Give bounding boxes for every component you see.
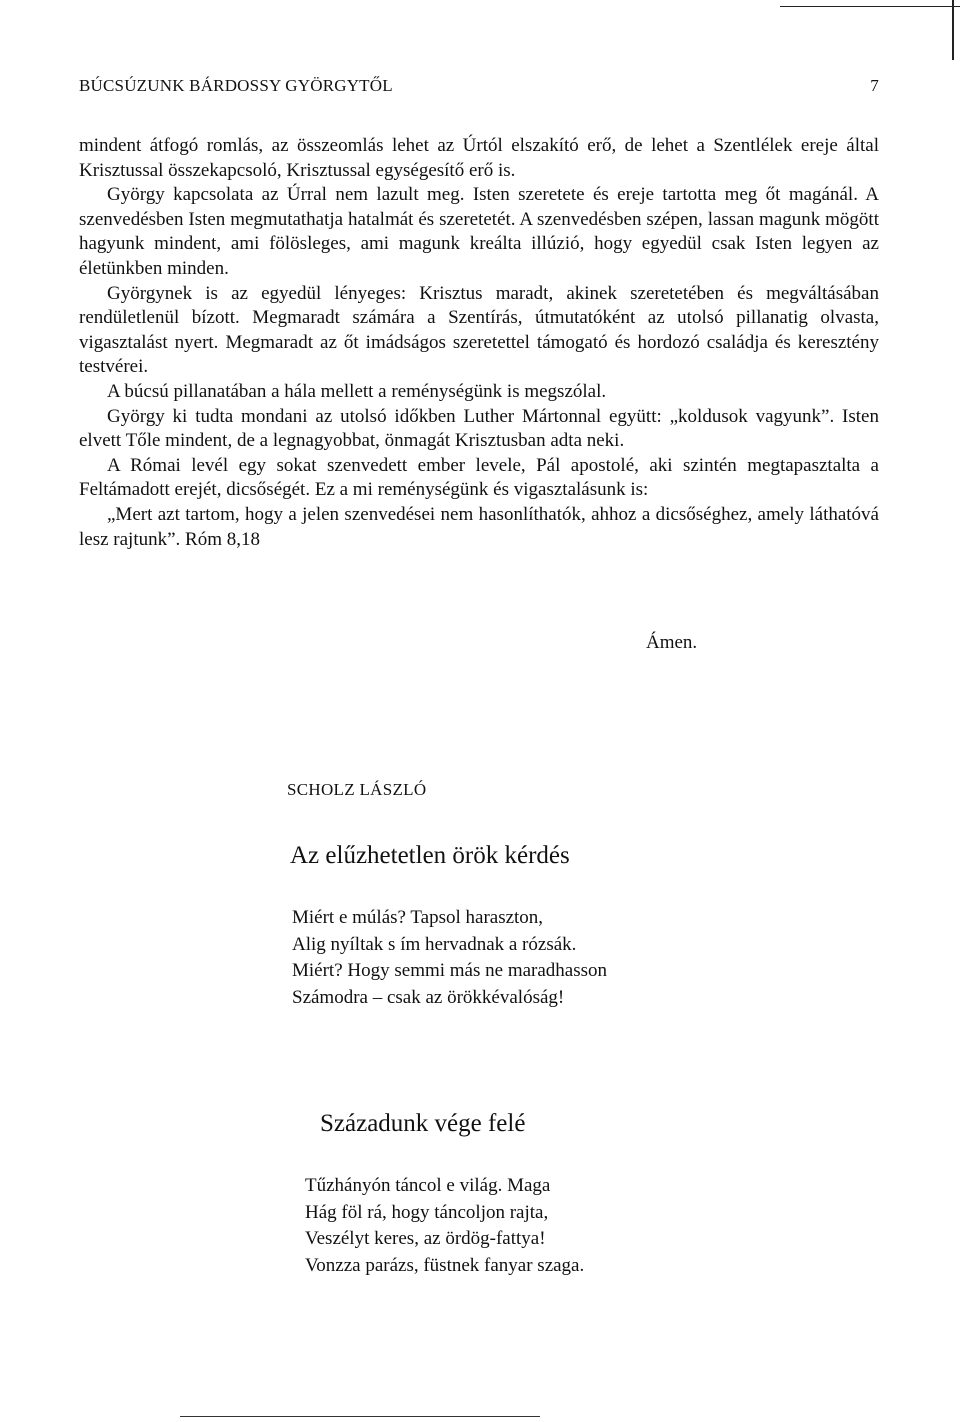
sermon-body (79, 134, 879, 552)
running-head-title: BÚCSÚZUNK BÁRDOSSY GYÖRGYTŐL (79, 76, 393, 95)
poem-line: Számodra – csak az örökkévalóság! (292, 986, 565, 1008)
scan-edge-line-bottom (180, 1416, 540, 1417)
bible-quote: „Mert azt tartom, hogy a jelen szenvedései nem hasonlíthatók, ahhoz a dicsőséghez, amely láthatóvá lesz rajtunk”. Róm 8,18 (79, 503, 879, 550)
poem-line: Hág föl rá, hogy táncoljon rajta, (305, 1201, 549, 1223)
poem-line: Miért? Hogy semmi más ne maradhasson (292, 960, 608, 981)
paragraph: György kapcsolata az Úrral nem lazult meg. Isten szeretete és ereje tartotta meg őt magánál. A szenvedésben Isten megmutathatja hatalmát és szeretetét. A szenvedésben szépen, lassan magunk mögött hagyunk mindent, ami fölösleges, ami magunk kreálta illúzió, hogy egyedül csak Isten legyen az életünkben minden. (79, 184, 879, 279)
poem-title: Az elűzhetetlen örök kérdés (290, 842, 570, 869)
scan-edge-line-top (780, 6, 960, 7)
poem-line: Miért e múlás? Tapsol haraszton, (292, 907, 544, 928)
paragraph: mindent átfogó romlás, az összeomlás lehet az Úrtól elszakító erő, de lehet a Szentlélek ereje által Krisztussal összekapcsoló, Krisztussal egységesítő erő is. (79, 135, 879, 181)
poem-line: Vonzza parázs, füstnek fanyar szaga. (305, 1254, 585, 1276)
amen-closing: Ámen. (646, 632, 698, 653)
poem-author: SCHOLZ LÁSZLÓ (287, 780, 427, 799)
poem-stanza (292, 905, 607, 1011)
poem-line: Tűzhányón táncol e világ. Maga (305, 1175, 551, 1196)
poem-line: Veszélyt keres, az ördög-fattya! (305, 1228, 546, 1249)
poem-line: Alig nyíltak s ím hervadnak a rózsák. (292, 933, 577, 955)
running-head (79, 76, 879, 96)
paragraph: A Római levél egy sokat szenvedett ember levele, Pál apostolé, aki szintén megtapasztalta a Feltámadott erejét, dicsőségét. Ez a mi reménységünk és vigasztalásunk is: (79, 454, 879, 501)
scan-edge-line-right (952, 0, 954, 60)
paragraph: A búcsú pillanatában a hála mellett a reménységünk is megszólal. (107, 380, 607, 402)
poem-stanza (305, 1173, 584, 1279)
poem-title: Századunk vége felé (320, 1110, 526, 1137)
page-number: 7 (870, 76, 879, 95)
paragraph: Györgynek is az egyedül lényeges: Krisztus maradt, akinek szeretetében és megváltásában rendületlenül bízott. Megmaradt számára a Szentírás, útmutatóként az utolsó pillanatig olvasta, vigasztalást nyert. Megmaradt az őt imádságos szeretettel támogató és hordozó családja és keresztény testvérei. (79, 282, 879, 378)
paragraph: György ki tudta mondani az utolsó időkben Luther Mártonnal együtt: „koldusok vagyunk”. Isten elvett Tőle mindent, de a legnagyobbat, önmagát Krisztusban adta neki. (79, 405, 879, 452)
